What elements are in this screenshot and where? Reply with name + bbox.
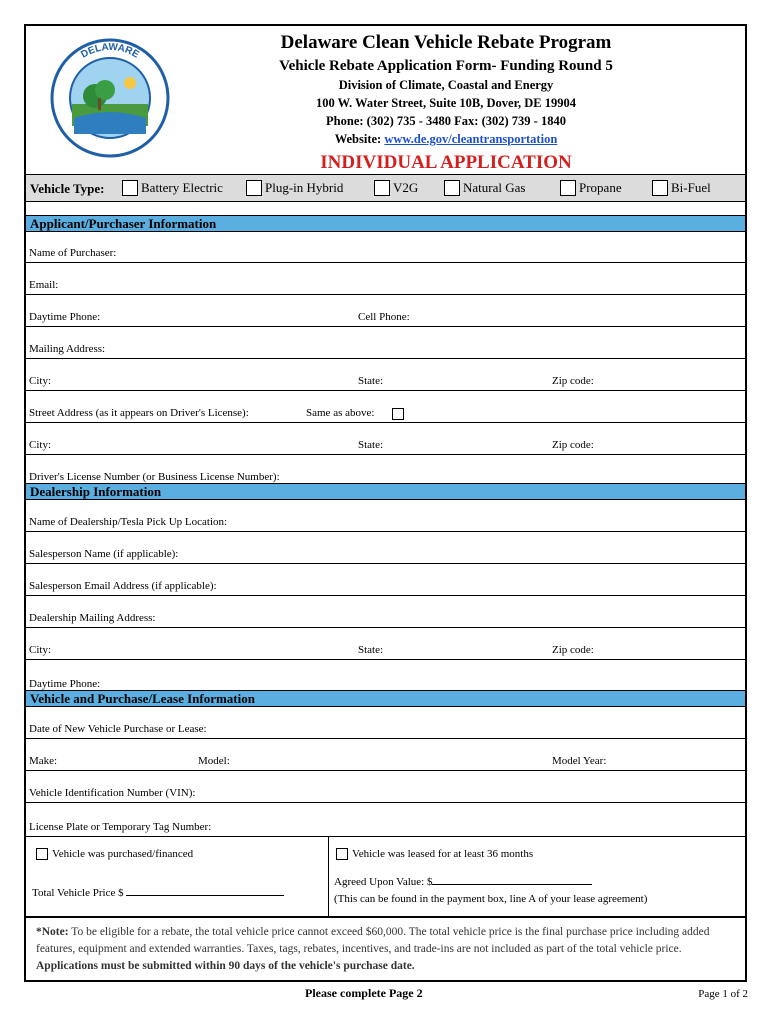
vehicle-type-label: Vehicle Type: [30,181,105,196]
option-natural-gas[interactable]: Natural Gas [444,180,525,196]
field-dealership-city-state-zip[interactable]: City: State: Zip code: [26,628,745,660]
checkbox-icon[interactable] [374,180,390,196]
svg-text:DELAWARE: DELAWARE [79,41,141,61]
note-text: To be eligible for a rebate, the total vehicle price cannot exceed $60,000. The total vehicle price is the final purchase price including added features, equipment and extended warranties. Taxes, tags, rebates, incentives, and trade-ins are not included as part of the total vehicle price. [36,926,710,955]
vehicle-type-row [26,174,745,202]
field-street-address[interactable]: Street Address (as it appears on Driver's License): Same as above: [26,391,745,423]
field-salesperson-name[interactable]: Salesperson Name (if applicable): [26,532,745,564]
section-applicant: Applicant/Purchaser Information [26,215,745,232]
program-title: Delaware Clean Vehicle Rebate Program [280,32,612,53]
field-salesperson-email[interactable]: Salesperson Email Address (if applicable): [26,564,745,596]
field-mailing-address[interactable]: Mailing Address: [26,327,745,359]
eligibility-note [26,917,745,982]
website-line [176,132,716,147]
field-email[interactable]: Email: [26,263,745,295]
checkbox-icon[interactable] [560,180,576,196]
application-form [24,24,747,982]
dnrec-seal-logo [50,38,170,158]
section-dealership: Dealership Information [26,483,745,500]
division-name: Division of Climate, Coastal and Energy [338,78,554,92]
complete-page-2: Please complete Page 2 [305,986,423,1000]
checkbox-icon[interactable] [652,180,668,196]
checkbox-icon[interactable] [246,180,262,196]
total-price-field[interactable]: Total Vehicle Price $ [32,887,284,899]
agreed-value-note: (This can be found in the payment box, line A of your lease agreement) [334,893,648,905]
website-label: Website: [334,132,385,146]
field-dealership-mailing[interactable]: Dealership Mailing Address: [26,596,745,628]
option-battery-electric[interactable]: Battery Electric [122,180,223,196]
page-number: Page 1 of 2 [698,988,748,1000]
field-city-state-zip[interactable]: City: State: Zip code: [26,359,745,391]
field-dealership-phone[interactable]: Daytime Phone: [29,678,101,690]
field-license-plate[interactable]: License Plate or Temporary Tag Number: [26,803,745,837]
form-subtitle: Vehicle Rebate Application Form- Funding Round 5 [279,58,613,74]
split-divider [328,837,329,917]
field-vin[interactable]: Vehicle Identification Number (VIN): [26,771,745,803]
same-as-above-checkbox[interactable] [392,408,404,420]
form-header [26,26,745,176]
field-license-number[interactable]: Driver's License Number (or Business License Number): [29,471,280,483]
option-plug-in-hybrid[interactable]: Plug-in Hybrid [246,180,343,196]
total-price-line[interactable] [126,895,284,896]
field-phones[interactable]: Daytime Phone: Cell Phone: [26,295,745,327]
checkbox-icon[interactable] [36,848,48,860]
office-address: 100 W. Water Street, Suite 10B, Dover, DE 19904 [316,96,576,110]
section-vehicle: Vehicle and Purchase/Lease Information [26,690,745,707]
note-deadline: Applications must be submitted within 90 days of the vehicle's purchase date. [36,960,415,972]
option-leased[interactable]: Vehicle was leased for at least 36 months [336,848,533,860]
field-purchase-date[interactable]: Date of New Vehicle Purchase or Lease: [26,707,745,739]
checkbox-icon[interactable] [336,848,348,860]
purchase-lease-box [26,837,745,917]
note-label: *Note: [36,926,69,938]
agreed-value-line[interactable] [432,884,592,885]
agreed-value-field[interactable]: Agreed Upon Value: $ [334,876,592,888]
option-propane[interactable]: Propane [560,180,622,196]
field-dealership-name[interactable]: Name of Dealership/Tesla Pick Up Location: [26,500,745,532]
field-make-model-year[interactable]: Make: Model: Model Year: [26,739,745,771]
field-purchaser-name[interactable]: Name of Purchaser: [26,232,745,263]
option-bi-fuel[interactable]: Bi-Fuel [652,180,711,196]
application-type: INDIVIDUAL APPLICATION [320,152,572,173]
checkbox-icon[interactable] [444,180,460,196]
website-link[interactable]: www.de.gov/cleantransportation [384,132,558,146]
option-v2g[interactable]: V2G [374,180,418,196]
field-license-city-state-zip[interactable]: City: State: Zip code: [26,423,745,455]
contact-phone: Phone: (302) 735 - 3480 Fax: (302) 739 - 1840 [326,114,566,128]
option-purchased[interactable]: Vehicle was purchased/financed [36,848,193,860]
checkbox-icon[interactable] [122,180,138,196]
